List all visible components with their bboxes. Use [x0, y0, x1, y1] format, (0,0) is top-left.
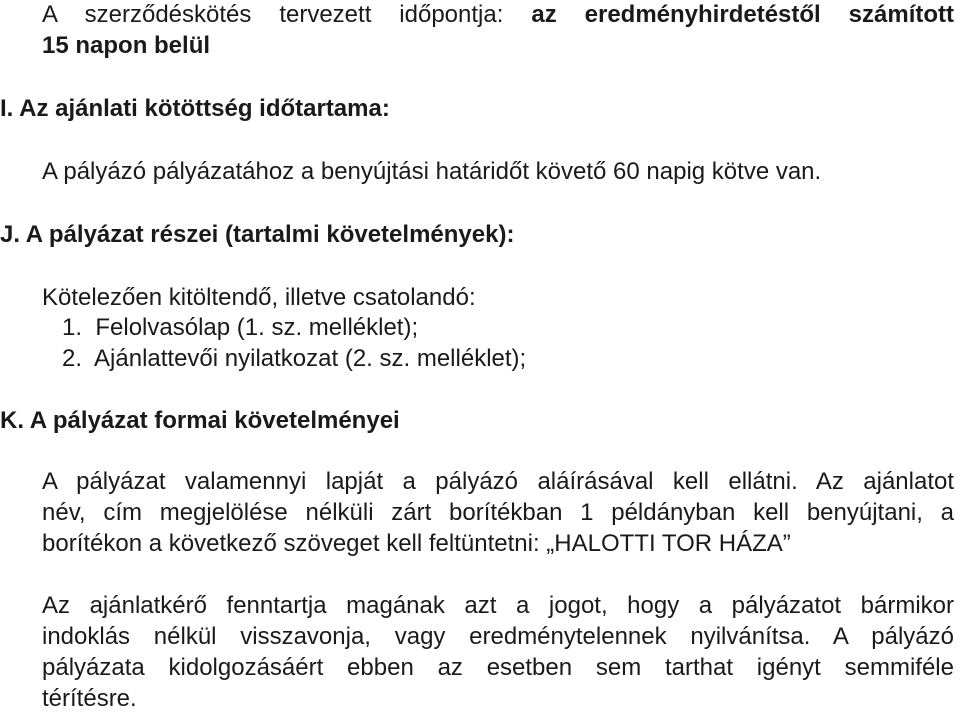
section-i-heading: I. Az ajánlati kötöttség időtartama: [0, 95, 390, 122]
section-j-heading: J. A pályázat részei (tartalmi követelmények): [0, 221, 515, 248]
section-k-para1-line-1: A pályázat valamennyi lapját a pályázó aláírásával kell ellátni. Az ajánlatot [42, 468, 954, 495]
section-k-para1-line-3: borítékon a következő szöveget kell feltüntetni: „HALOTTI TOR HÁZA” [42, 530, 791, 557]
section-j-item-2: 2. Ajánlattevői nyilatkozat (2. sz. melléklet); [62, 345, 527, 372]
section-k-para2-line-3: pályázata kidolgozásáért ebben az esetben sem tarthat igényt semmiféle [42, 654, 954, 681]
contract-date-value: az eredményhirdetéstől számított [531, 1, 954, 28]
section-k-para2-line-1: Az ajánlatkérő fenntartja magának azt a jogot, hogy a pályázatot bármikor [42, 592, 954, 619]
section-k-heading: K. A pályázat formai követelményei [0, 407, 400, 434]
contract-date-value-cont: 15 napon belül [42, 32, 211, 59]
section-j-item-1: 1. Felolvasólap (1. sz. melléklet); [62, 314, 419, 341]
section-k-para2-line-4: térítésre. [42, 685, 137, 712]
section-k-para1-line-2: név, cím megjelölése nélküli zárt borítékban 1 példányban kell benyújtani, a [42, 499, 954, 526]
contract-date-line [42, 0, 954, 30]
section-i-text: A pályázó pályázatához a benyújtási határidőt követő 60 napig kötve van. [42, 158, 822, 185]
section-j-intro: Kötelezően kitöltendő, illetve csatolandó: [42, 284, 476, 311]
contract-date-label: A szerződéskötés tervezett időpontja: [42, 1, 504, 28]
section-k-para2-line-2: indoklás nélkül visszavonja, vagy eredménytelennek nyilvánítsa. A pályázó [42, 623, 954, 650]
